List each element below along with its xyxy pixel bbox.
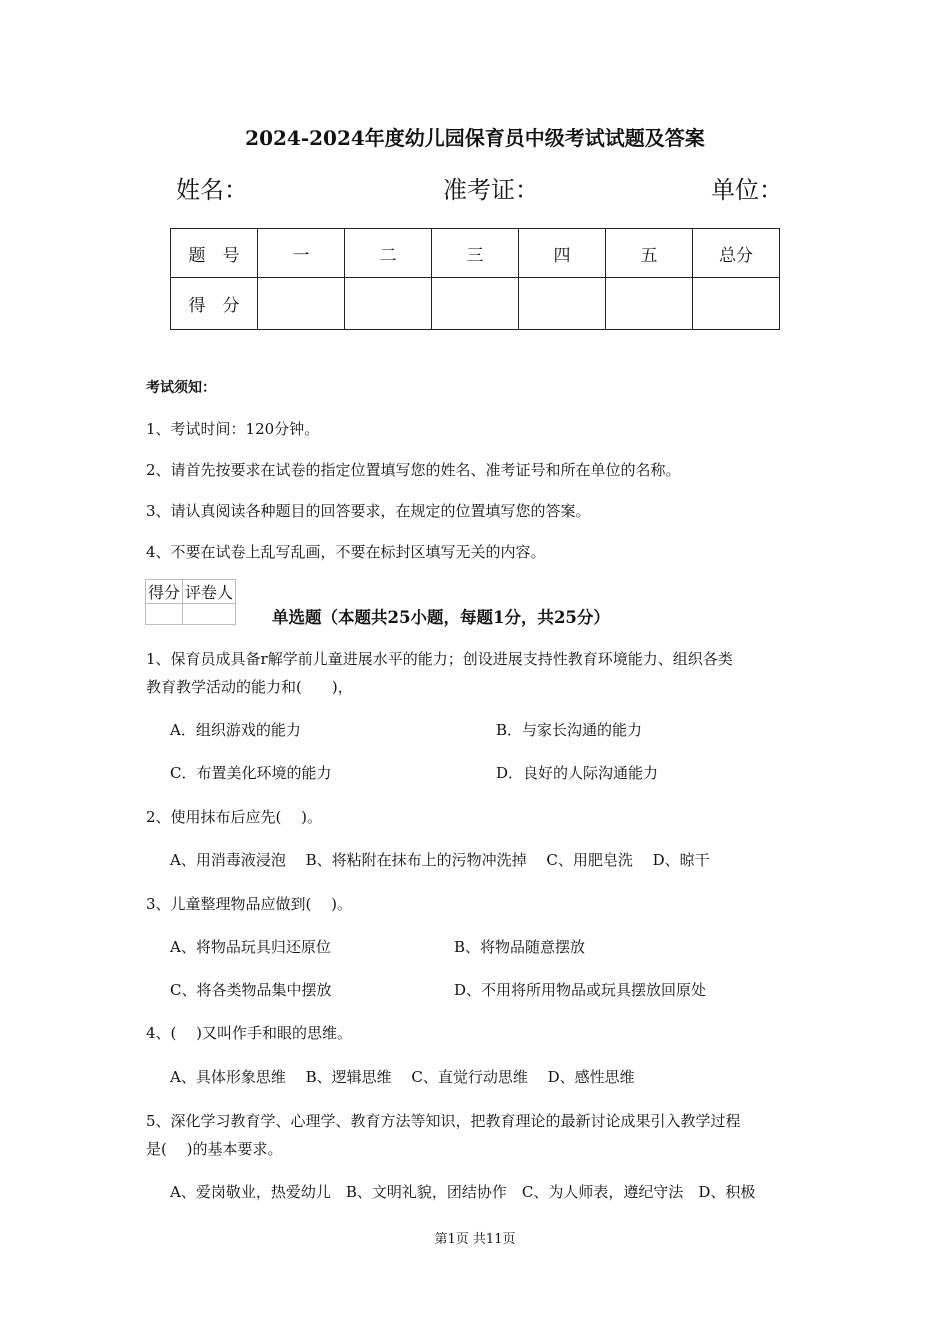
question-5-stem-line1: 5、深化学习教育学、心理学、教育方法等知识，把教育理论的最新讨论成果引入教学过程 (146, 1112, 741, 1130)
question-5-options: A、爱岗敬业，热爱幼儿 B、文明礼貌，团结协作 C、为人师表，遵纪守法 D、积极 (170, 1183, 756, 1201)
score-table-score-row (171, 278, 780, 330)
notice-item: 3、请认真阅读各种题目的回答要求，在规定的位置填写您的答案。 (146, 502, 591, 520)
question-3-option-d: D、不用将所用物品或玩具摆放回原处 (454, 981, 707, 999)
grader-box-grader-cell[interactable] (183, 604, 236, 625)
score-cell[interactable] (693, 278, 780, 330)
question-3-stem: 3、儿童整理物品应做到( )。 (146, 895, 353, 913)
notice-item: 4、不要在试卷上乱写乱画，不要在标封区填写无关的内容。 (146, 543, 546, 561)
question-3-option-a: A、将物品玩具归还原位 (170, 938, 331, 956)
notice-item: 1、考试时间：120分钟。 (146, 420, 320, 438)
question-1-option-b: B．与家长沟通的能力 (496, 721, 643, 739)
name-field-label: 姓名： (176, 176, 248, 204)
score-cell[interactable] (606, 278, 693, 330)
question-1-option-d: D．良好的人际沟通能力 (496, 764, 659, 782)
question-2-stem: 2、使用抹布后应先( )。 (146, 808, 323, 826)
grader-box (145, 579, 236, 625)
score-cell[interactable] (345, 278, 432, 330)
page-footer: 第1页 共11页 (434, 1232, 516, 1247)
grader-box-score-cell[interactable] (146, 604, 183, 625)
question-1-stem-line1: 1、保育员成具备r解学前儿童进展水平的能力；创设进展支持性教育环境能力、组织各类 (146, 650, 733, 668)
section-title: 单选题（本题共25小题，每题1分，共25分） (272, 608, 610, 627)
score-cell[interactable] (432, 278, 519, 330)
notice-item: 2、请首先按要求在试卷的指定位置填写您的姓名、准考证号和所在单位的名称。 (146, 461, 681, 479)
score-table (170, 228, 780, 330)
question-3-option-c: C、将各类物品集中摆放 (170, 981, 332, 999)
exam-id-field-label: 准考证： (443, 176, 539, 204)
question-1-option-c: C．布置美化环境的能力 (170, 764, 332, 782)
grader-box-grader-label: 评卷人 (183, 580, 236, 604)
question-1-stem-line2: 教育教学活动的能力和( )， (146, 678, 353, 696)
score-table-header-cell: 四 (519, 229, 606, 278)
score-table-header-cell: 五 (606, 229, 693, 278)
question-2-options: A、用消毒液浸泡 B、将粘附在抹布上的污物冲洗掉 C、用肥皂洗 D、晾干 (170, 851, 710, 869)
score-table-header-cell: 题 号 (171, 229, 258, 278)
score-table-header-cell: 二 (345, 229, 432, 278)
score-cell[interactable] (258, 278, 345, 330)
score-cell[interactable] (519, 278, 606, 330)
question-4-options: A、具体形象思维 B、逻辑思维 C、直觉行动思维 D、感性思维 (170, 1068, 635, 1086)
score-row-label: 得 分 (171, 278, 258, 330)
notice-heading: 考试须知： (146, 380, 216, 396)
unit-field-label: 单位： (711, 176, 783, 204)
question-4-stem: 4、( )又叫作手和眼的思维。 (146, 1024, 353, 1042)
question-1-option-a: A．组织游戏的能力 (170, 721, 301, 739)
score-table-header-cell: 三 (432, 229, 519, 278)
question-3-option-b: B、将物品随意摆放 (454, 938, 586, 956)
score-table-header-cell: 总分 (693, 229, 780, 278)
question-5-stem-line2: 是( )的基本要求。 (146, 1140, 283, 1158)
grader-box-score-label: 得分 (146, 580, 183, 604)
score-table-header-cell: 一 (258, 229, 345, 278)
score-table-header-row (171, 229, 780, 278)
page-title: 2024-2024年度幼儿园保育员中级考试试题及答案 (245, 126, 705, 150)
